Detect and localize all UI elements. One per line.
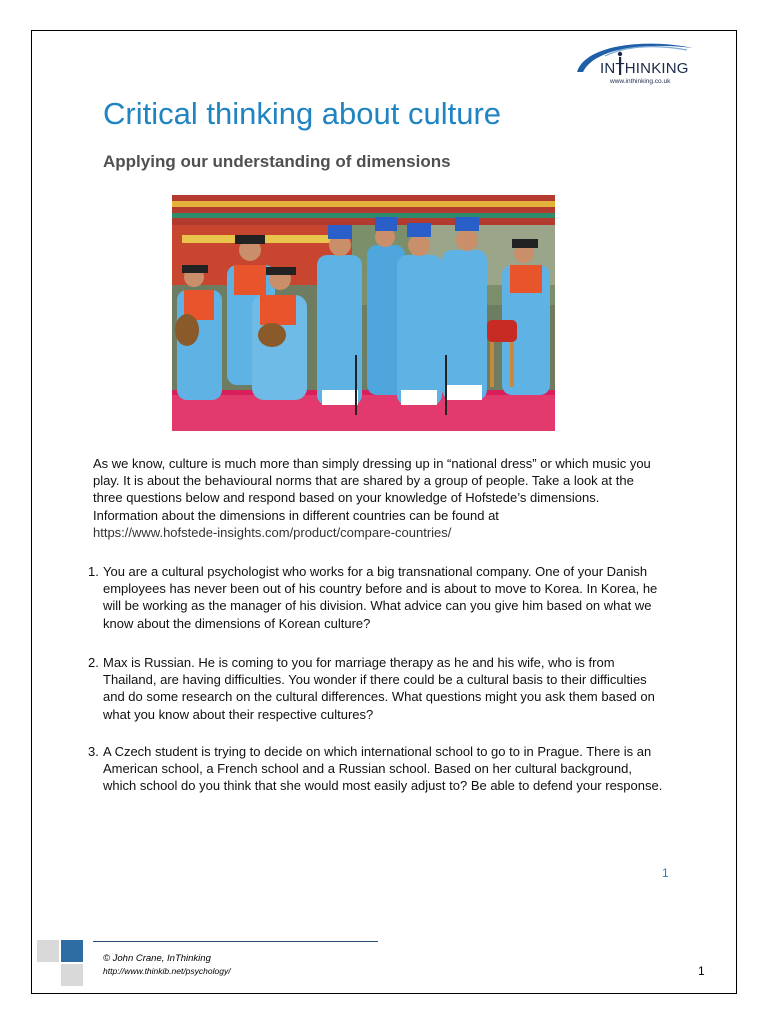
question-number: 1. — [88, 564, 99, 579]
question-text: You are a cultural psychologist who works for a big transnational company. One of your Danish employees has never been out of his country before and is about to move to Korea. In Korea, he will be working as the manager of his division. What advice can you give him based on what we know about the dimensions of Korean culture? — [103, 564, 658, 631]
question-text: Max is Russian. He is coming to you for marriage therapy as he and his wife, who is from Thailand, are having difficulties. You wonder if there could be a cultural basis to their difficulties and do some research on the cultural differences. What questions might you ask them based on what you know about their respective cultures? — [103, 655, 655, 722]
page-subtitle: Applying our understanding of dimensions — [103, 152, 451, 171]
question-number: 3. — [88, 744, 99, 759]
intro-paragraph — [93, 455, 663, 541]
logo-brand-text: INTHINKING — [600, 60, 689, 77]
page-number-blue: 1 — [662, 866, 669, 880]
question-item — [88, 743, 663, 795]
intro-text: As we know, culture is much more than simply dressing up in “national dress” or which music you play. It is about the behavioural norms that are shared by a group of people. Take a look at the three questions below and respond based on your knowledge of Hofstede’s dimensions. Information about the dimensions in different countries can be found at — [93, 456, 651, 523]
performers-photo — [172, 195, 555, 431]
footer-squares-decoration — [37, 940, 85, 988]
footer-copyright: © John Crane, InThinking — [103, 953, 211, 964]
question-number: 2. — [88, 655, 99, 670]
logo-url-text: www.inthinking.co.uk — [610, 78, 671, 85]
page-number: 1 — [698, 964, 705, 978]
page-title: Critical thinking about culture — [103, 96, 502, 131]
footer-divider — [93, 941, 378, 942]
footer-url-link[interactable]: http://www.thinkib.net/psychology/ — [103, 966, 231, 976]
question-item — [88, 563, 663, 632]
question-item — [88, 654, 663, 723]
question-text: A Czech student is trying to decide on which international school to go to in Prague. There is an American school, a French school and a Russian school. Based on her cultural background, which school do you think that she would most easily adjust to? Be able to defend your response. — [103, 744, 663, 794]
hofstede-link[interactable]: https://www.hofstede-insights.com/product/compare-countries/ — [93, 524, 452, 540]
